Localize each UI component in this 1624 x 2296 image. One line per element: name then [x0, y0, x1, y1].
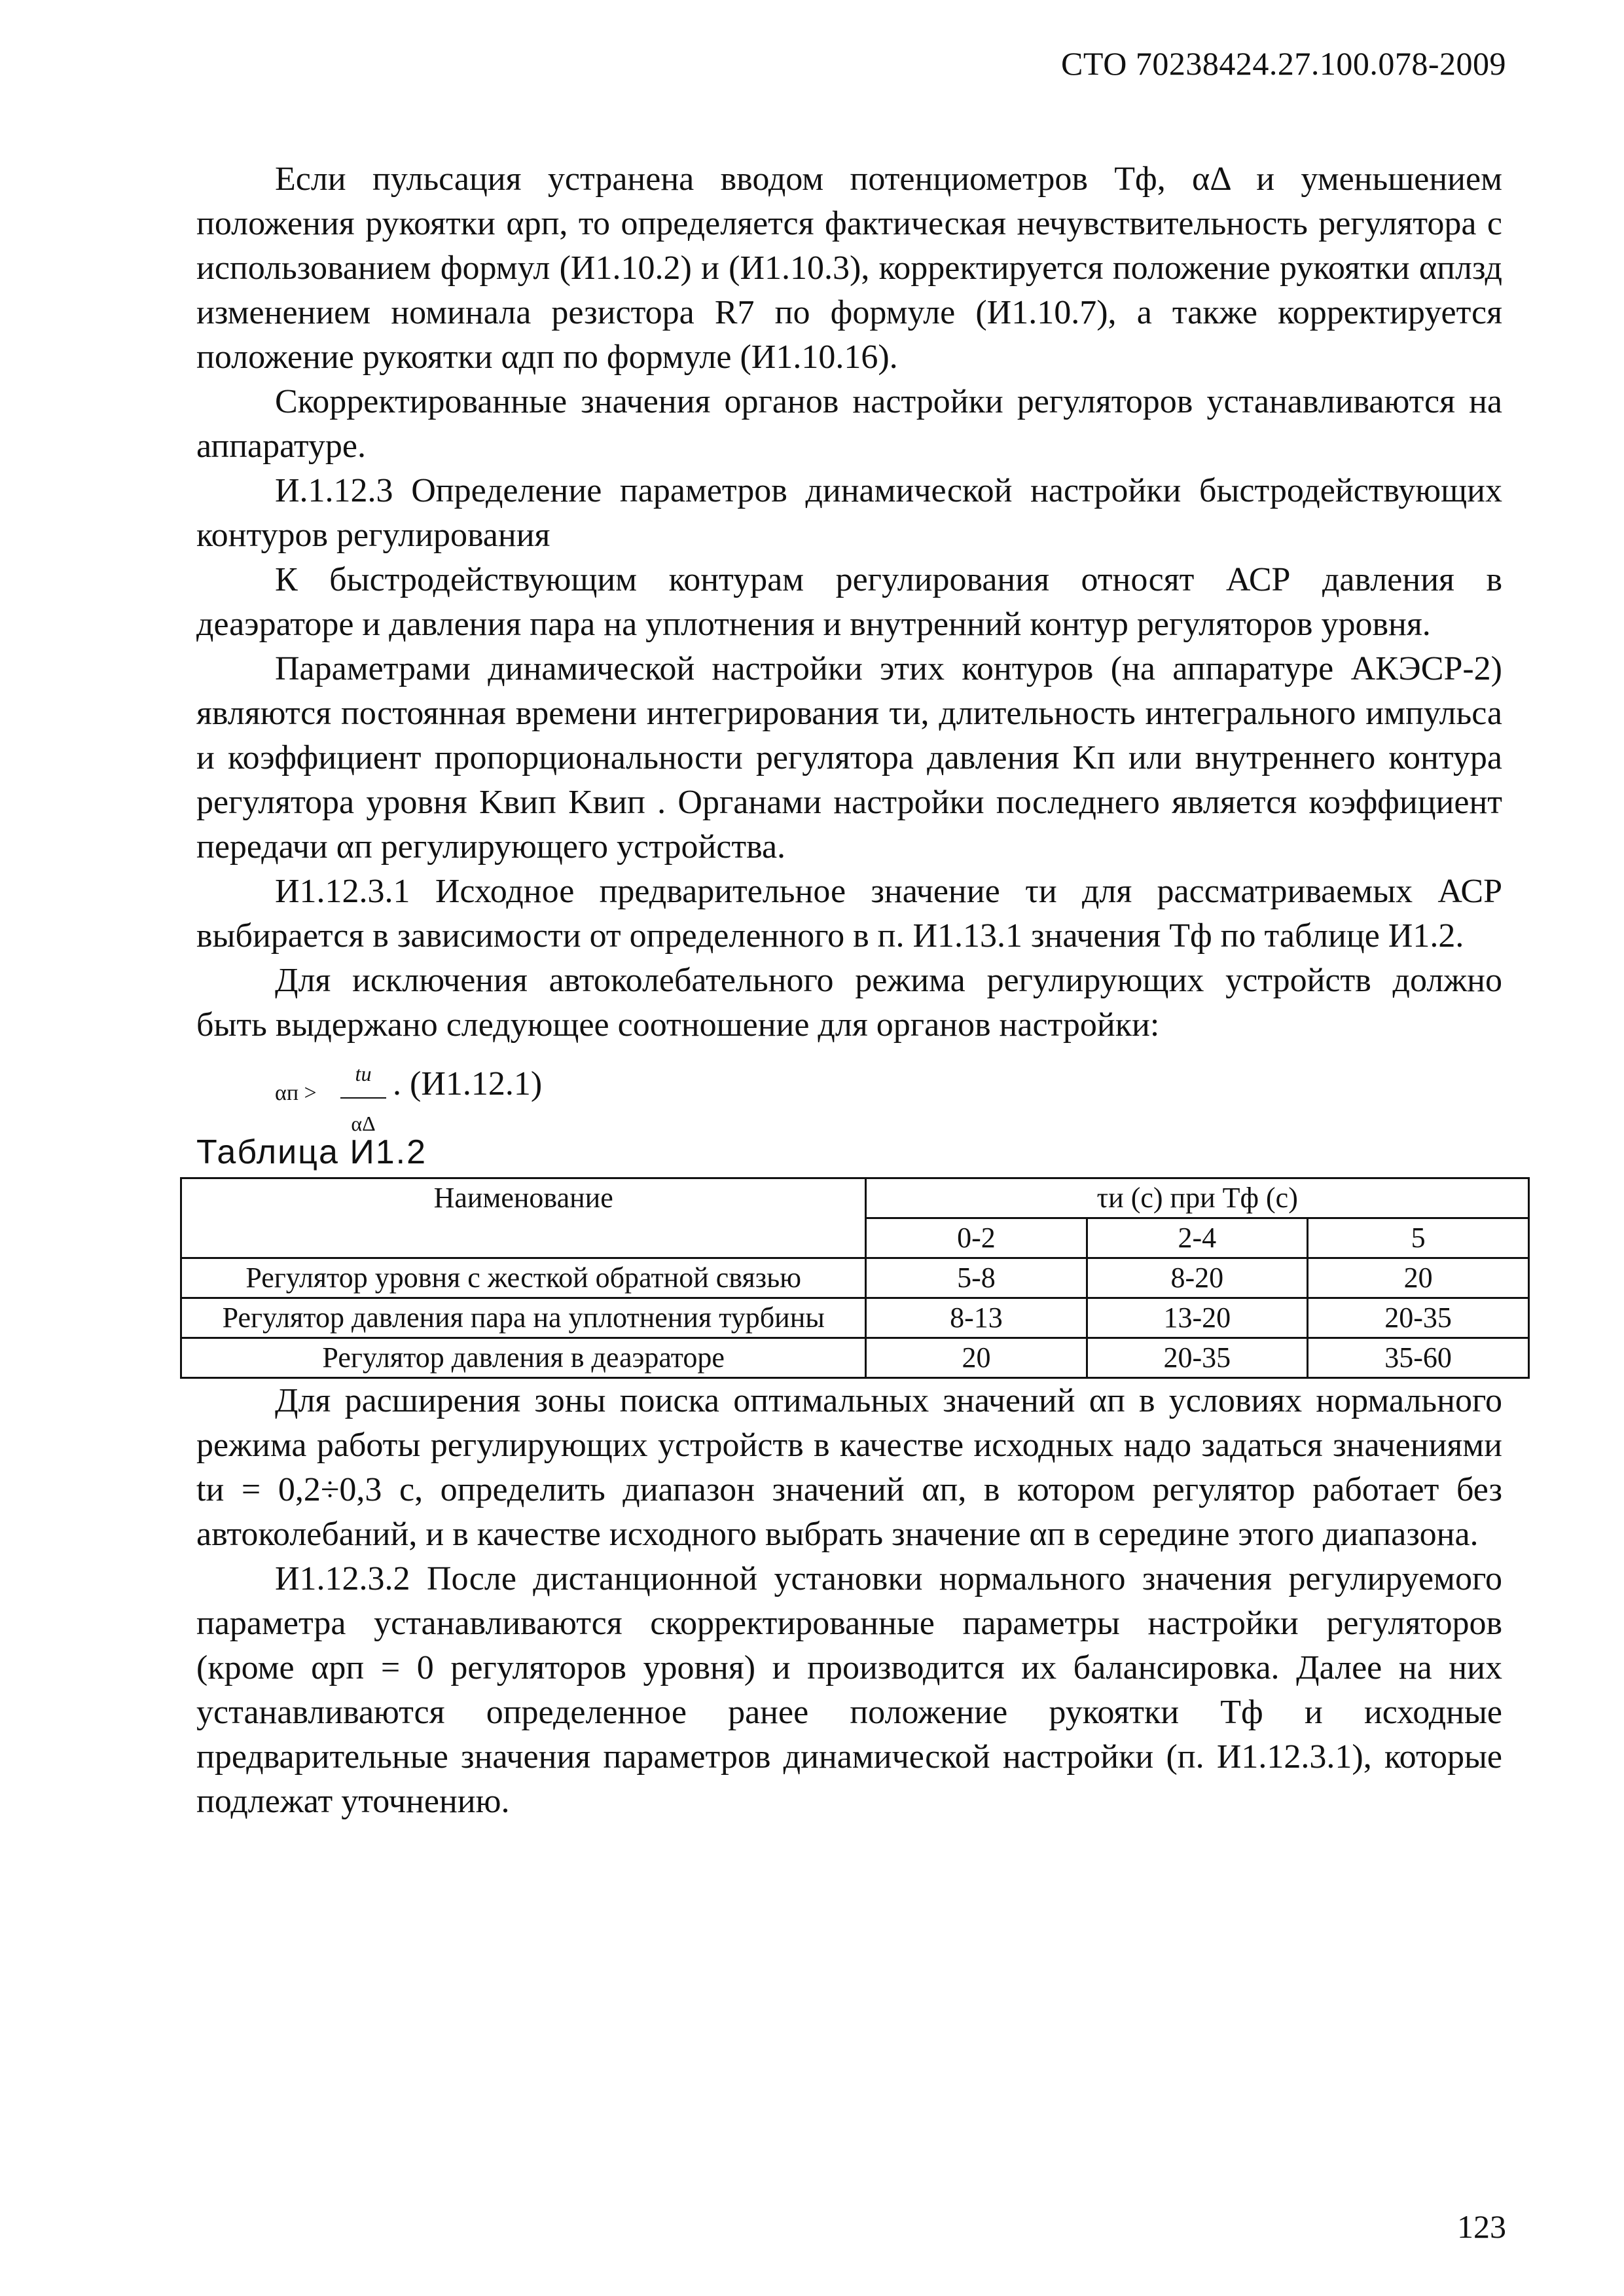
document-code-header: СТО 70238424.27.100.078-2009	[1061, 45, 1506, 82]
formula-denominator: αΔ	[351, 1112, 376, 1135]
table-caption: Таблица И1.2	[196, 1133, 427, 1171]
row-name: Регулятор давления в деаэраторе	[181, 1338, 866, 1378]
subheader-col-2: 2-4	[1087, 1218, 1308, 1258]
table-row	[181, 1338, 1529, 1378]
subheader-col-1: 0-2	[866, 1218, 1087, 1258]
row-name: Регулятор давления пара на уплотнения турбины	[181, 1298, 866, 1338]
subheader-col-3: 5	[1308, 1218, 1529, 1258]
section-heading-1-12-3: И.1.12.3 Определение параметров динамической настройки быстродействующих контуров регулирования	[196, 472, 1502, 554]
paragraph-corrected-values: Скорректированные значения органов настройки регуляторов устанавливаются на аппаратуре.	[196, 383, 1502, 465]
formula-numerator: tи	[340, 1051, 386, 1099]
row-name: Регулятор уровня с жесткой обратной связью	[181, 1258, 866, 1298]
page-body	[196, 157, 1502, 1824]
header-name: Наименование	[181, 1178, 866, 1258]
row-value: 5-8	[866, 1258, 1087, 1298]
table-row	[181, 1258, 1529, 1298]
formula-lhs: αп >	[275, 1081, 317, 1105]
row-value: 8-13	[866, 1298, 1087, 1338]
paragraph-1-12-3-1: И1.12.3.1 Исходное предварительное значение τи для рассматриваемых АСР выбирается в зависимости от определенного в п. И1.13.1 значения Tф по таблице И1.2.	[196, 873, 1502, 955]
page-number: 123	[1457, 2208, 1506, 2245]
row-value: 20	[1308, 1258, 1529, 1298]
paragraph-dynamic-parameters: Параметрами динамической настройки этих контуров (на аппаратуре АКЭСР-2) являются постоянная времени интегрирования τи, длительность интегрального импульса и коэффициент пропорциональности регулятора давления Kп или внутреннего контура регулятора уровня Kвип Kвип . Органами настройки последнего является коэффициент передачи αп регулирующего устройства.	[196, 650, 1502, 866]
row-value: 20	[866, 1338, 1087, 1378]
settings-table	[180, 1177, 1530, 1379]
paragraph-self-oscillation: Для исключения автоколебательного режима регулирующих устройств должно быть выдержано следующее соотношение для органов настройки:	[196, 962, 1502, 1044]
formula-fraction	[340, 1051, 386, 1146]
table-row	[181, 1298, 1529, 1338]
paragraph-pulsation-correction: Если пульсация устранена вводом потенциометров Tф, αΔ и уменьшением положения рукоятки αрп, то определяется фактическая нечувствительность регулятора с использованием формул (И1.10.2) и (И1.10.3), корректируется положение рукоятки αплзд изменением номинала резистора R7 по формуле (И1.10.7), а также корректируется положение рукоятки αдп по формуле (И1.10.16).	[196, 160, 1502, 376]
formula-i1-12-1	[275, 1051, 1502, 1135]
row-value: 13-20	[1087, 1298, 1308, 1338]
paragraph-fast-loops: К быстродействующим контурам регулирования относят АСР давления в деаэраторе и давления пара на уплотнения и внутренний контур регуляторов уровня.	[196, 561, 1502, 643]
paragraph-search-zone: Для расширения зоны поиска оптимальных значений αп в условиях нормального режима работы регулирующих устройств в качестве исходных надо задаться значениями tи = 0,2÷0,3 с, определить диапазон значений αп, в котором регулятор работает без автоколебаний, и в качестве исходного выбрать значение αп в середине этого диапазона.	[196, 1382, 1502, 1553]
table-header-row	[181, 1178, 1529, 1218]
row-value: 20-35	[1308, 1298, 1529, 1338]
formula-reference: . (И1.12.1)	[393, 1065, 543, 1102]
row-value: 20-35	[1087, 1338, 1308, 1378]
paragraph-1-12-3-2: И1.12.3.2 После дистанционной установки нормального значения регулируемого параметра устанавливаются скорректированные параметры настройки регуляторов (кроме αрп = 0 регуляторов уровня) и производится их балансировка. Далее на них устанавливаются определенное ранее положение рукоятки Tф и исходные предварительные значения параметров динамической настройки (п. И1.12.3.1), которые подлежат уточнению.	[196, 1560, 1502, 1820]
header-group: τи (с) при Tф (с)	[866, 1178, 1529, 1218]
row-value: 8-20	[1087, 1258, 1308, 1298]
row-value: 35-60	[1308, 1338, 1529, 1378]
